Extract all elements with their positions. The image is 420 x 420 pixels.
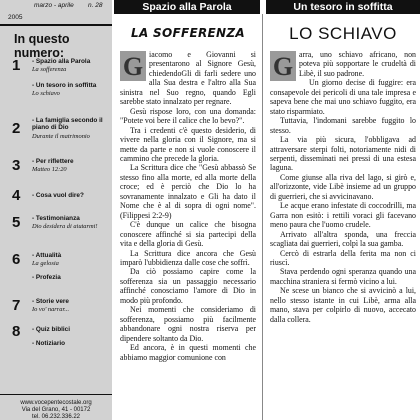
footer-divider — [0, 394, 112, 395]
toc-item-title: - Profezia — [32, 274, 61, 281]
paragraph: Ed ancora, è in questi momenti che abbiamo maggior comunione con — [120, 343, 256, 362]
toc-page-number: 6 — [12, 251, 21, 268]
toc-item-subtitle: La gelosia — [32, 260, 59, 267]
paragraph: Arrivato all'altra sponda, una freccia scagliata dai guerrieri, colpì la sua gamba. — [270, 229, 416, 249]
paragraph: Le acque erano infestate di coccodrilli, ma Garra non esitò: i rettili voraci gli facevano meno paura che l'uomo crudele. — [270, 201, 416, 230]
toc-page-number: 7 — [12, 297, 21, 314]
paragraph: Tuttavia, l'indomani sarebbe fuggito lo stesso. — [270, 116, 416, 135]
column-divider — [262, 14, 263, 420]
paragraph: Tra i credenti c'è questo desiderio, di vivere nella gloria con il Signore, ma si mette da parte e non si vuole conoscere il cammino che precede la gloria. — [120, 125, 256, 163]
toc-item-subtitle: Matteo 12:20 — [32, 166, 67, 173]
paragraph: C'è dunque un calice che bisogna conoscere affinché si sia partecipi della vita e della gloria di Gesù. — [120, 220, 256, 249]
toc-item-title: - Spazio alla Parola — [32, 58, 91, 65]
paragraph: arra, uno schiavo africano, non poteva più sopportare le crudeltà di Libè, il suo padrone. — [299, 50, 416, 78]
toc-item-title: - Un tesoro in soffitta — [32, 82, 97, 89]
toc-page-number: 4 — [12, 187, 21, 204]
article-body — [120, 50, 256, 420]
dropcap-letter: G — [122, 52, 144, 81]
paragraph: Come giunse alla riva del lago, si girò e, all'orizzonte, vide Libè insieme ad un gruppo di guerrieri, che si avvicinavano. — [270, 172, 416, 201]
article-title: LO SCHIAVO — [289, 24, 397, 43]
sidebar — [0, 0, 112, 420]
toc-item-subtitle: Durante il matrimonio — [32, 133, 90, 140]
issue-year: 2005 — [8, 14, 23, 21]
toc-title: In questo numero: — [14, 32, 70, 60]
toc-item-subtitle: Dio desidera di aiutarmi! — [32, 223, 98, 230]
toc-item-title: - Attualità — [32, 252, 62, 259]
website-link[interactable]: www.vocepentecostale.org — [20, 400, 92, 406]
section-header-tesoro-soffitta: Un tesoro in soffitta — [266, 0, 420, 14]
issue-date: marzo - aprile — [34, 2, 74, 9]
paragraph: La Scrittura dice che "Gesù abbassò Se stesso fino alla morte, ed alla morte della croce; ed è perciò che Dio lo ha sovranamente innalzato e Gli ha dato il Nome che è al di sopra di ogni nome". (Filippesi 2:2-9) — [120, 163, 256, 220]
section-header-spazio-parola: Spazio alla Parola — [114, 0, 260, 14]
toc-item-title: - Cosa vuol dire? — [32, 192, 84, 199]
issue-number: n. 28 — [88, 2, 103, 9]
postal-address: Via del Grano, 41 - 00172 — [21, 407, 91, 413]
meta-divider — [0, 24, 112, 26]
paragraph: Da ciò possiamo capire come la sofferenza sia un passaggio necessario affinché conosciamo l'amore di Dio in modo più profondo. — [120, 267, 256, 305]
paragraph: Cercò di estrarla della ferita ma non ci riuscì. — [270, 248, 416, 267]
paragraph: Gesù rispose loro, con una domanda: "Potete voi bere il calice che lo bevo?". — [120, 106, 256, 126]
toc-item-title: - Quiz biblici — [32, 326, 70, 333]
article-title: LA SOFFERENZA — [131, 26, 245, 40]
toc-item-subtitle: Lo schiavo — [32, 90, 60, 97]
toc-page-number: 2 — [12, 120, 21, 137]
dropcap-letter: G — [272, 52, 294, 81]
toc-page-number: 8 — [12, 323, 21, 340]
paragraph: La via più sicura, l'obbligava ad attraversare sterpi folti, notoriamente nidi di serpenti, disseminati nei pressi di una estesa laguna. — [270, 135, 416, 173]
toc-item-subtitle: La sofferenza — [32, 66, 67, 73]
phone-number: tel. 06.232.336.22 — [31, 414, 81, 420]
toc-item-title: - La famiglia secondo il piano di Dio — [32, 117, 103, 132]
toc-item-title: - Testimonianza — [32, 215, 80, 222]
toc-item-title: - Notiziario — [32, 340, 66, 347]
paragraph: Un giorno decise di fuggire: era consapevole dei pericoli di una tale impresa e sapeva bene che mai uno schiavo fuggito, era stato risparmiato. — [270, 78, 416, 116]
paragraph: Stava perdendo ogni speranza quando una macchina straniera si fermò vicino a lui. — [270, 267, 416, 286]
article-body — [270, 50, 416, 420]
dropcap-g-icon — [270, 51, 296, 81]
toc-item-subtitle: Io vo' narrar... — [32, 306, 70, 313]
paragraph: La Scrittura dice ancora che Gesù imparò l'ubbidienza dalle cose che soffrì. — [120, 248, 256, 267]
paragraph: iacomo e Giovanni si presentarono al Signore Gesù, chiedendoGli di farli sedere uno alla Sua destra e l'altro alla Sua sinistra nel Suo regno, quando Egli sarebbe stato innalzato per regnare. — [120, 50, 256, 107]
toc-item-title: - Storie vere — [32, 298, 69, 305]
toc-page-number: 3 — [12, 157, 21, 174]
toc-page-number: 5 — [12, 214, 21, 231]
issue-meta — [0, 0, 112, 26]
publisher-footer — [0, 394, 112, 420]
dropcap-g-icon — [120, 51, 146, 81]
paragraph: Nei momenti che consideriamo di sofferenza, possiamo più facilmente abbandonare ogni nostra riserva per dipendere soltanto da Dio. — [120, 305, 256, 343]
toc-page-number: 1 — [12, 57, 21, 74]
paragraph: Ne scese un bianco che si avvicinò a lui, nello stesso istante in cui Libè, arma alla mano, stava per colpirlo di nuovo, accecato dalla collera. — [270, 286, 416, 324]
toc-item-title: - Per riflettere — [32, 158, 74, 165]
